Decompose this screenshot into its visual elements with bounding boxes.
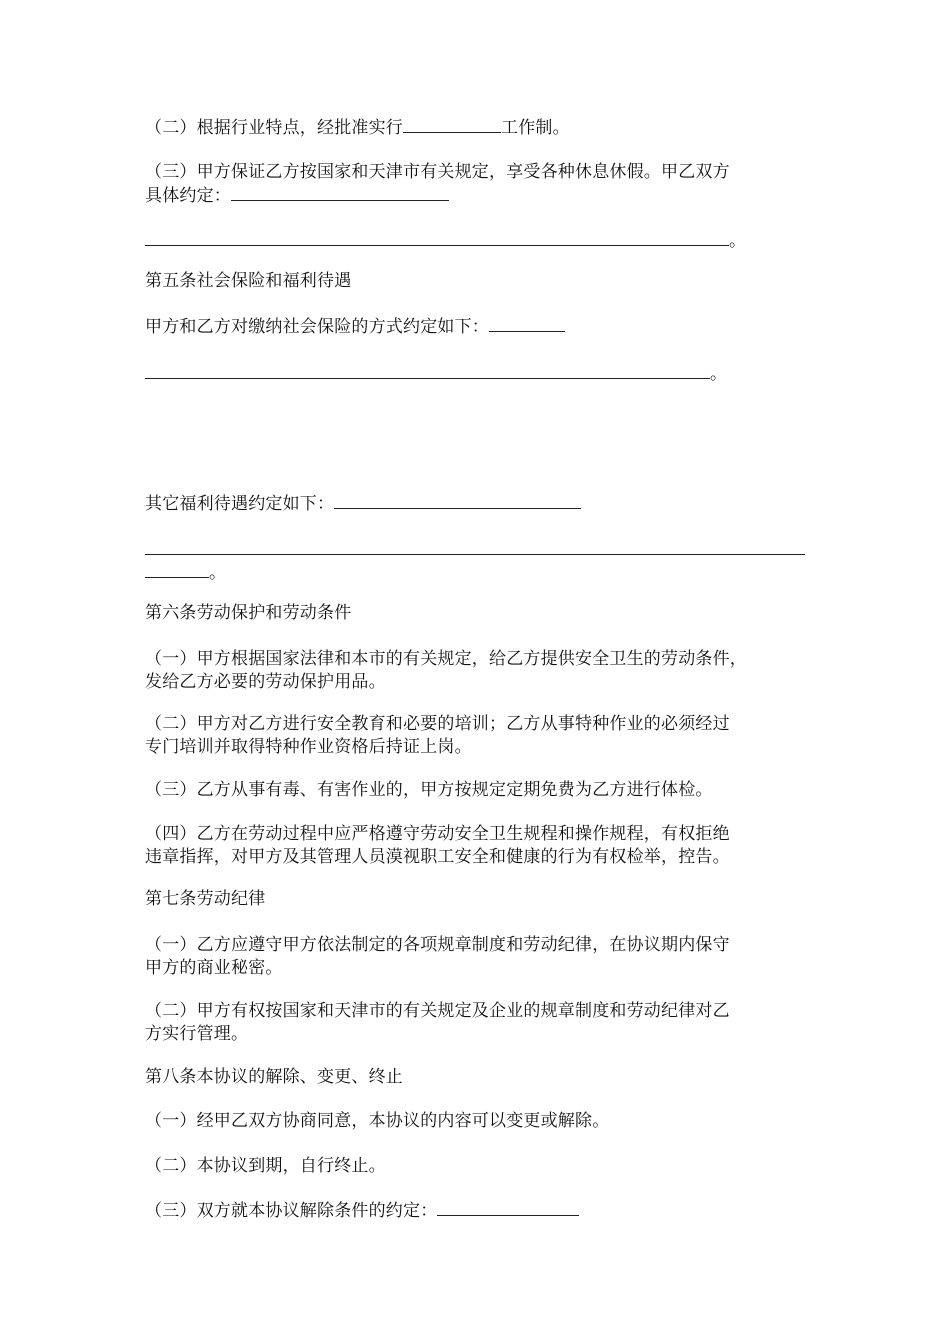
work-item-2 xyxy=(145,116,810,140)
article-7-heading: 第七条劳动纪律 xyxy=(145,889,266,909)
article-6-heading: 第六条劳动保护和劳动条件 xyxy=(145,603,352,623)
discipline-item-2-line1: （二）甲方有权按国家和天津市的有关规定及企业的规章制度和劳动纪律对乙 xyxy=(145,1001,730,1021)
work-item-2-prefix: （二）根据行业特点，经批准实行 xyxy=(145,118,403,138)
protection-item-4-line2: 违章指挥，对甲方及其管理人员漠视职工安全和健康的行为有权检举，控告。 xyxy=(145,847,730,867)
welfare-agreement xyxy=(145,492,810,516)
welfare-line-1 xyxy=(145,538,810,562)
insurance-label: 甲方和乙方对缴纳社会保险的方式约定如下： xyxy=(145,317,489,337)
insurance-blank[interactable] xyxy=(489,315,565,332)
protection-item-4-line1: （四）乙方在劳动过程中应严格遵守劳动安全卫生规程和操作规程，有权拒绝 xyxy=(145,824,730,844)
welfare-blank[interactable] xyxy=(334,492,581,509)
termination-item-2: （二）本协议到期，自行终止。 xyxy=(145,1156,386,1176)
work-item-2-suffix: 工作制。 xyxy=(501,118,570,138)
insurance-agreement xyxy=(145,315,810,339)
discipline-item-1-line1: （一）乙方应遵守甲方依法制定的各项规章制度和劳动纪律，在协议期内保守 xyxy=(145,935,730,955)
protection-item-2-line1: （二）甲方对乙方进行安全教育和必要的培训；乙方从事特种作业的必须经过 xyxy=(145,714,730,734)
article-8-heading: 第八条本协议的解除、变更、终止 xyxy=(145,1067,403,1087)
holiday-agreement-blank[interactable] xyxy=(231,184,449,201)
work-system-blank[interactable] xyxy=(403,116,501,133)
holiday-agreement-line xyxy=(145,229,810,253)
welfare-line-2 xyxy=(145,561,810,585)
protection-item-1-line1: （一）甲方根据国家法律和本市的有关规定，给乙方提供安全卫生的劳动条件， xyxy=(145,649,747,669)
welfare-label: 其它福利待遇约定如下： xyxy=(145,494,335,514)
discipline-item-1-line2: 甲方的商业秘密。 xyxy=(145,958,283,978)
protection-item-2-line2: 专门培训并取得特种作业资格后持证上岗。 xyxy=(145,737,472,757)
article-5-heading: 第五条社会保险和福利待遇 xyxy=(145,271,352,291)
protection-item-1-line2: 发给乙方必要的劳动保护用品。 xyxy=(145,672,386,692)
work-item-3-line2 xyxy=(145,184,810,208)
work-item-3-label: 具体约定： xyxy=(145,186,231,206)
termination-item-3 xyxy=(145,1199,810,1223)
welfare-end: 。 xyxy=(209,563,227,583)
discipline-item-2-line2: 方实行管理。 xyxy=(145,1024,249,1044)
welfare-blank-2[interactable] xyxy=(145,538,805,555)
holiday-agreement-blank-2[interactable] xyxy=(145,229,729,246)
termination-item-1: （一）经甲乙双方协商同意，本协议的内容可以变更或解除。 xyxy=(145,1111,610,1131)
termination-conditions-blank[interactable] xyxy=(437,1199,579,1216)
holiday-agreement-end: 。 xyxy=(729,231,747,251)
insurance-blank-2[interactable] xyxy=(145,362,710,379)
insurance-end: 。 xyxy=(710,364,728,384)
protection-item-3: （三）乙方从事有毒、有害作业的，甲方按规定定期免费为乙方进行体检。 xyxy=(145,780,713,800)
welfare-blank-3[interactable] xyxy=(145,561,209,578)
termination-item-3-label: （三）双方就本协议解除条件的约定： xyxy=(145,1201,438,1221)
work-item-3-line1: （三）甲方保证乙方按国家和天津市有关规定，享受各种休息休假。甲乙双方 xyxy=(145,162,730,182)
insurance-line xyxy=(145,362,810,386)
